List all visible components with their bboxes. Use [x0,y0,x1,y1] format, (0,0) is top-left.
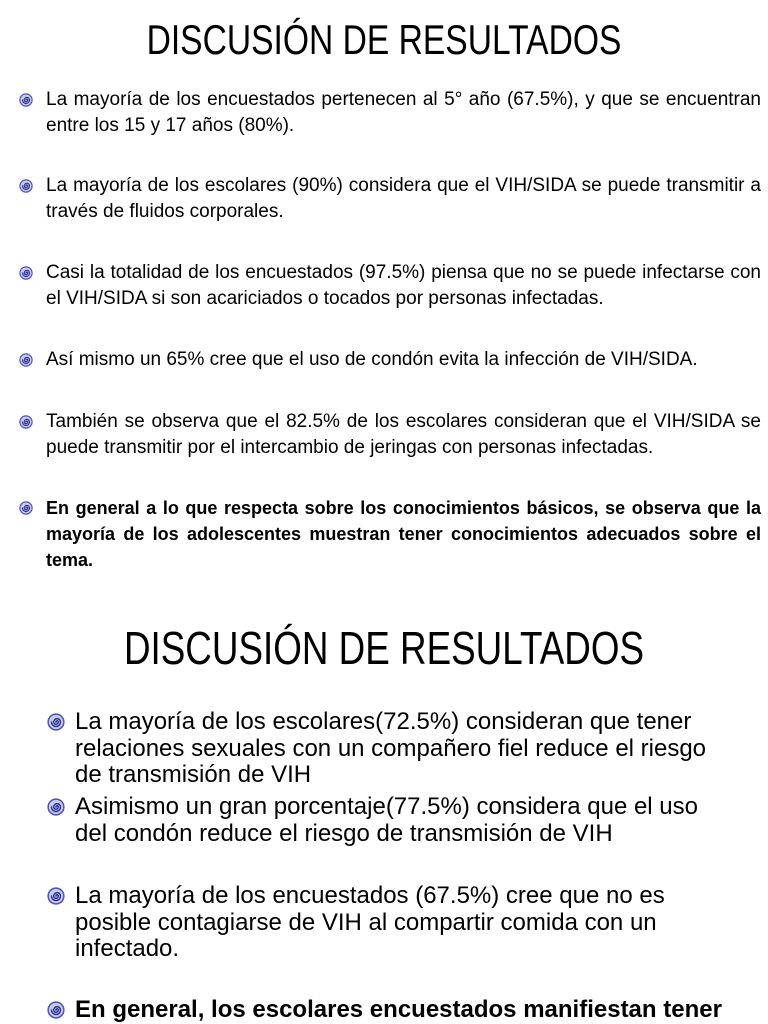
bullet-text: La mayoría de los escolares(72.5%) consideran que tener relaciones sexuales con un compañero fiel reduce el riesgo de transmisión de VIH [75,708,707,788]
bullet-text: También se observa que el 82.5% de los escolares consideran que el VIH/SIDA se puede transmitir por el intercambio de jeringas con personas infectadas. [46,411,761,458]
spiral-bullet-icon [19,415,33,429]
spiral-bullet-icon [19,353,33,367]
bullet-item [47,883,727,963]
bullet-text: Casi la totalidad de los encuestados (97.5%) piensa que no se puede infectarse con el VIH/SIDA si son acariciados o tocados por personas infectadas. [46,262,761,309]
bullet-item [19,409,761,461]
bullet-text-conclusion: En general, los escolares encuestados manifiestan tener [75,996,722,1023]
slide-2 [0,590,768,1024]
bullet-item [19,173,761,225]
spiral-bullet-icon [19,179,33,193]
slide-title: DISCUSIÓN DE RESULTADOS [146,16,622,63]
bullet-item [47,709,727,789]
spiral-bullet-icon [19,266,33,280]
bullet-text-conclusion: En general a lo que respecta sobre los conocimientos básicos, se observa que la mayoría de los adolescentes muestran tener conocimientos adecuados sobre el tema. [46,498,761,570]
bullet-text: Asimismo un gran porcentaje(77.5%) considera que el uso del condón reduce el riesgo de transmisión de VIH [75,793,699,847]
bullet-item-conclusion [19,495,761,573]
bullet-text: La mayoría de los escolares (90%) considera que el VIH/SIDA se puede transmitir a través de fluidos corporales. [46,175,761,222]
bullet-item-conclusion [47,997,727,1023]
bullet-text: Así mismo un 65% cree que el uso de condón evita la infección de VIH/SIDA. [46,349,698,370]
bullet-item [47,794,727,847]
spiral-bullet-icon [47,887,65,905]
spiral-bullet-icon [47,1001,65,1019]
bullet-text: La mayoría de los encuestados pertenecen al 5° año (67.5%), y que se encuentran entre los 15 y 17 años (80%). [46,89,761,136]
spiral-bullet-icon [47,798,65,816]
bullet-item [19,87,761,139]
slide-title: DISCUSIÓN DE RESULTADOS [123,622,645,674]
bullet-item [19,347,761,373]
bullet-item [19,260,761,312]
spiral-bullet-icon [19,93,33,107]
spiral-bullet-icon [47,713,65,731]
spiral-bullet-icon [19,501,33,515]
bullet-text: La mayoría de los encuestados (67.5%) cree que no es posible contagiarse de VIH al compartir comida con un infectado. [75,882,665,962]
